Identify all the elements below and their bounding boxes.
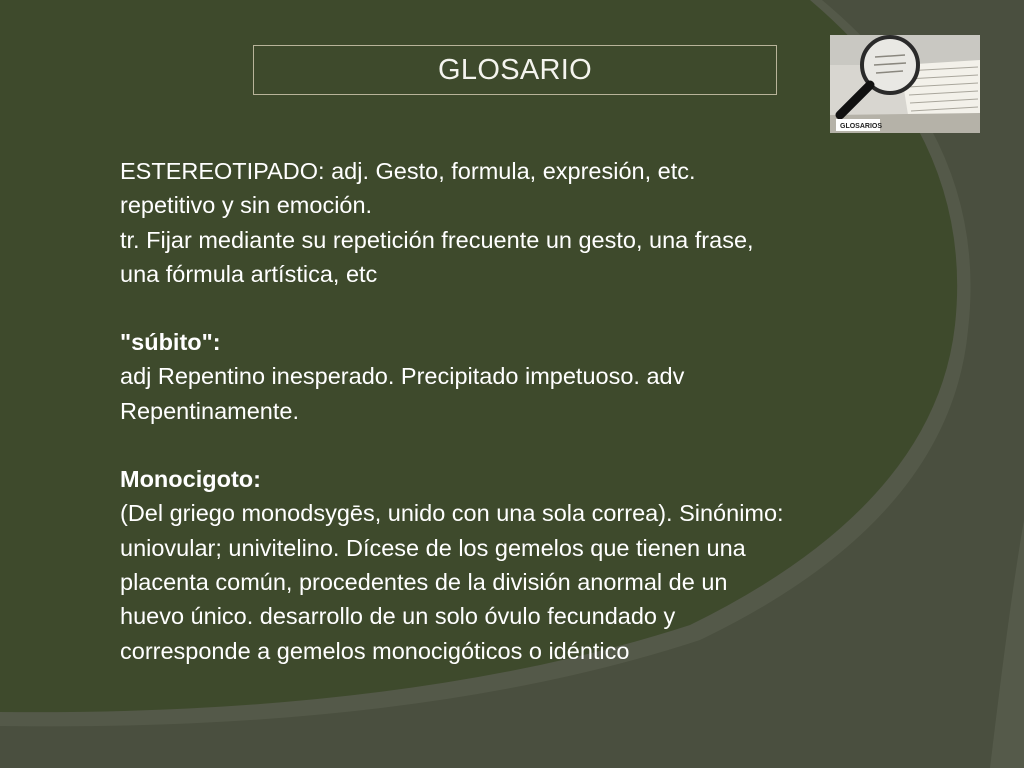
entry-monocigoto [120,462,950,668]
slide-title: GLOSARIO [438,53,592,86]
magnifier-book-icon [830,35,980,133]
entry-line: tr. Fijar mediante su repetición frecuente un gesto, una frase, [120,226,754,253]
entry-line: una fórmula artística, etc [120,260,378,287]
entry-term: "súbito": [120,329,221,356]
entry-line: uniovular; univitelino. Dícese de los gemelos que tienen una [120,534,746,561]
entry-estereotipado [120,154,950,291]
entry-line: Repentinamente. [120,397,299,424]
entry-line: ESTEREOTIPADO: adj. Gesto, formula, expresión, etc. [120,158,696,184]
thumbnail-label: GLOSARIOS [840,123,883,130]
entry-subito [120,325,950,428]
entry-line: huevo único. desarrollo de un solo óvulo fecundado y [120,603,676,630]
title-box [253,45,777,95]
entry-line: corresponde a gemelos monocigóticos o idéntico [120,637,630,664]
glossary-thumbnail [830,35,980,133]
entry-line: (Del griego monodsygēs, unido con una sola correa). Sinónimo: [120,500,784,527]
entry-line: placenta común, procedentes de la división anormal de un [120,568,728,595]
glossary-content [120,154,950,668]
entry-term: Monocigoto: [120,466,261,493]
entry-line: repetitivo y sin emoción. [120,192,373,219]
entry-line: adj Repentino inesperado. Precipitado impetuoso. adv [120,363,685,390]
